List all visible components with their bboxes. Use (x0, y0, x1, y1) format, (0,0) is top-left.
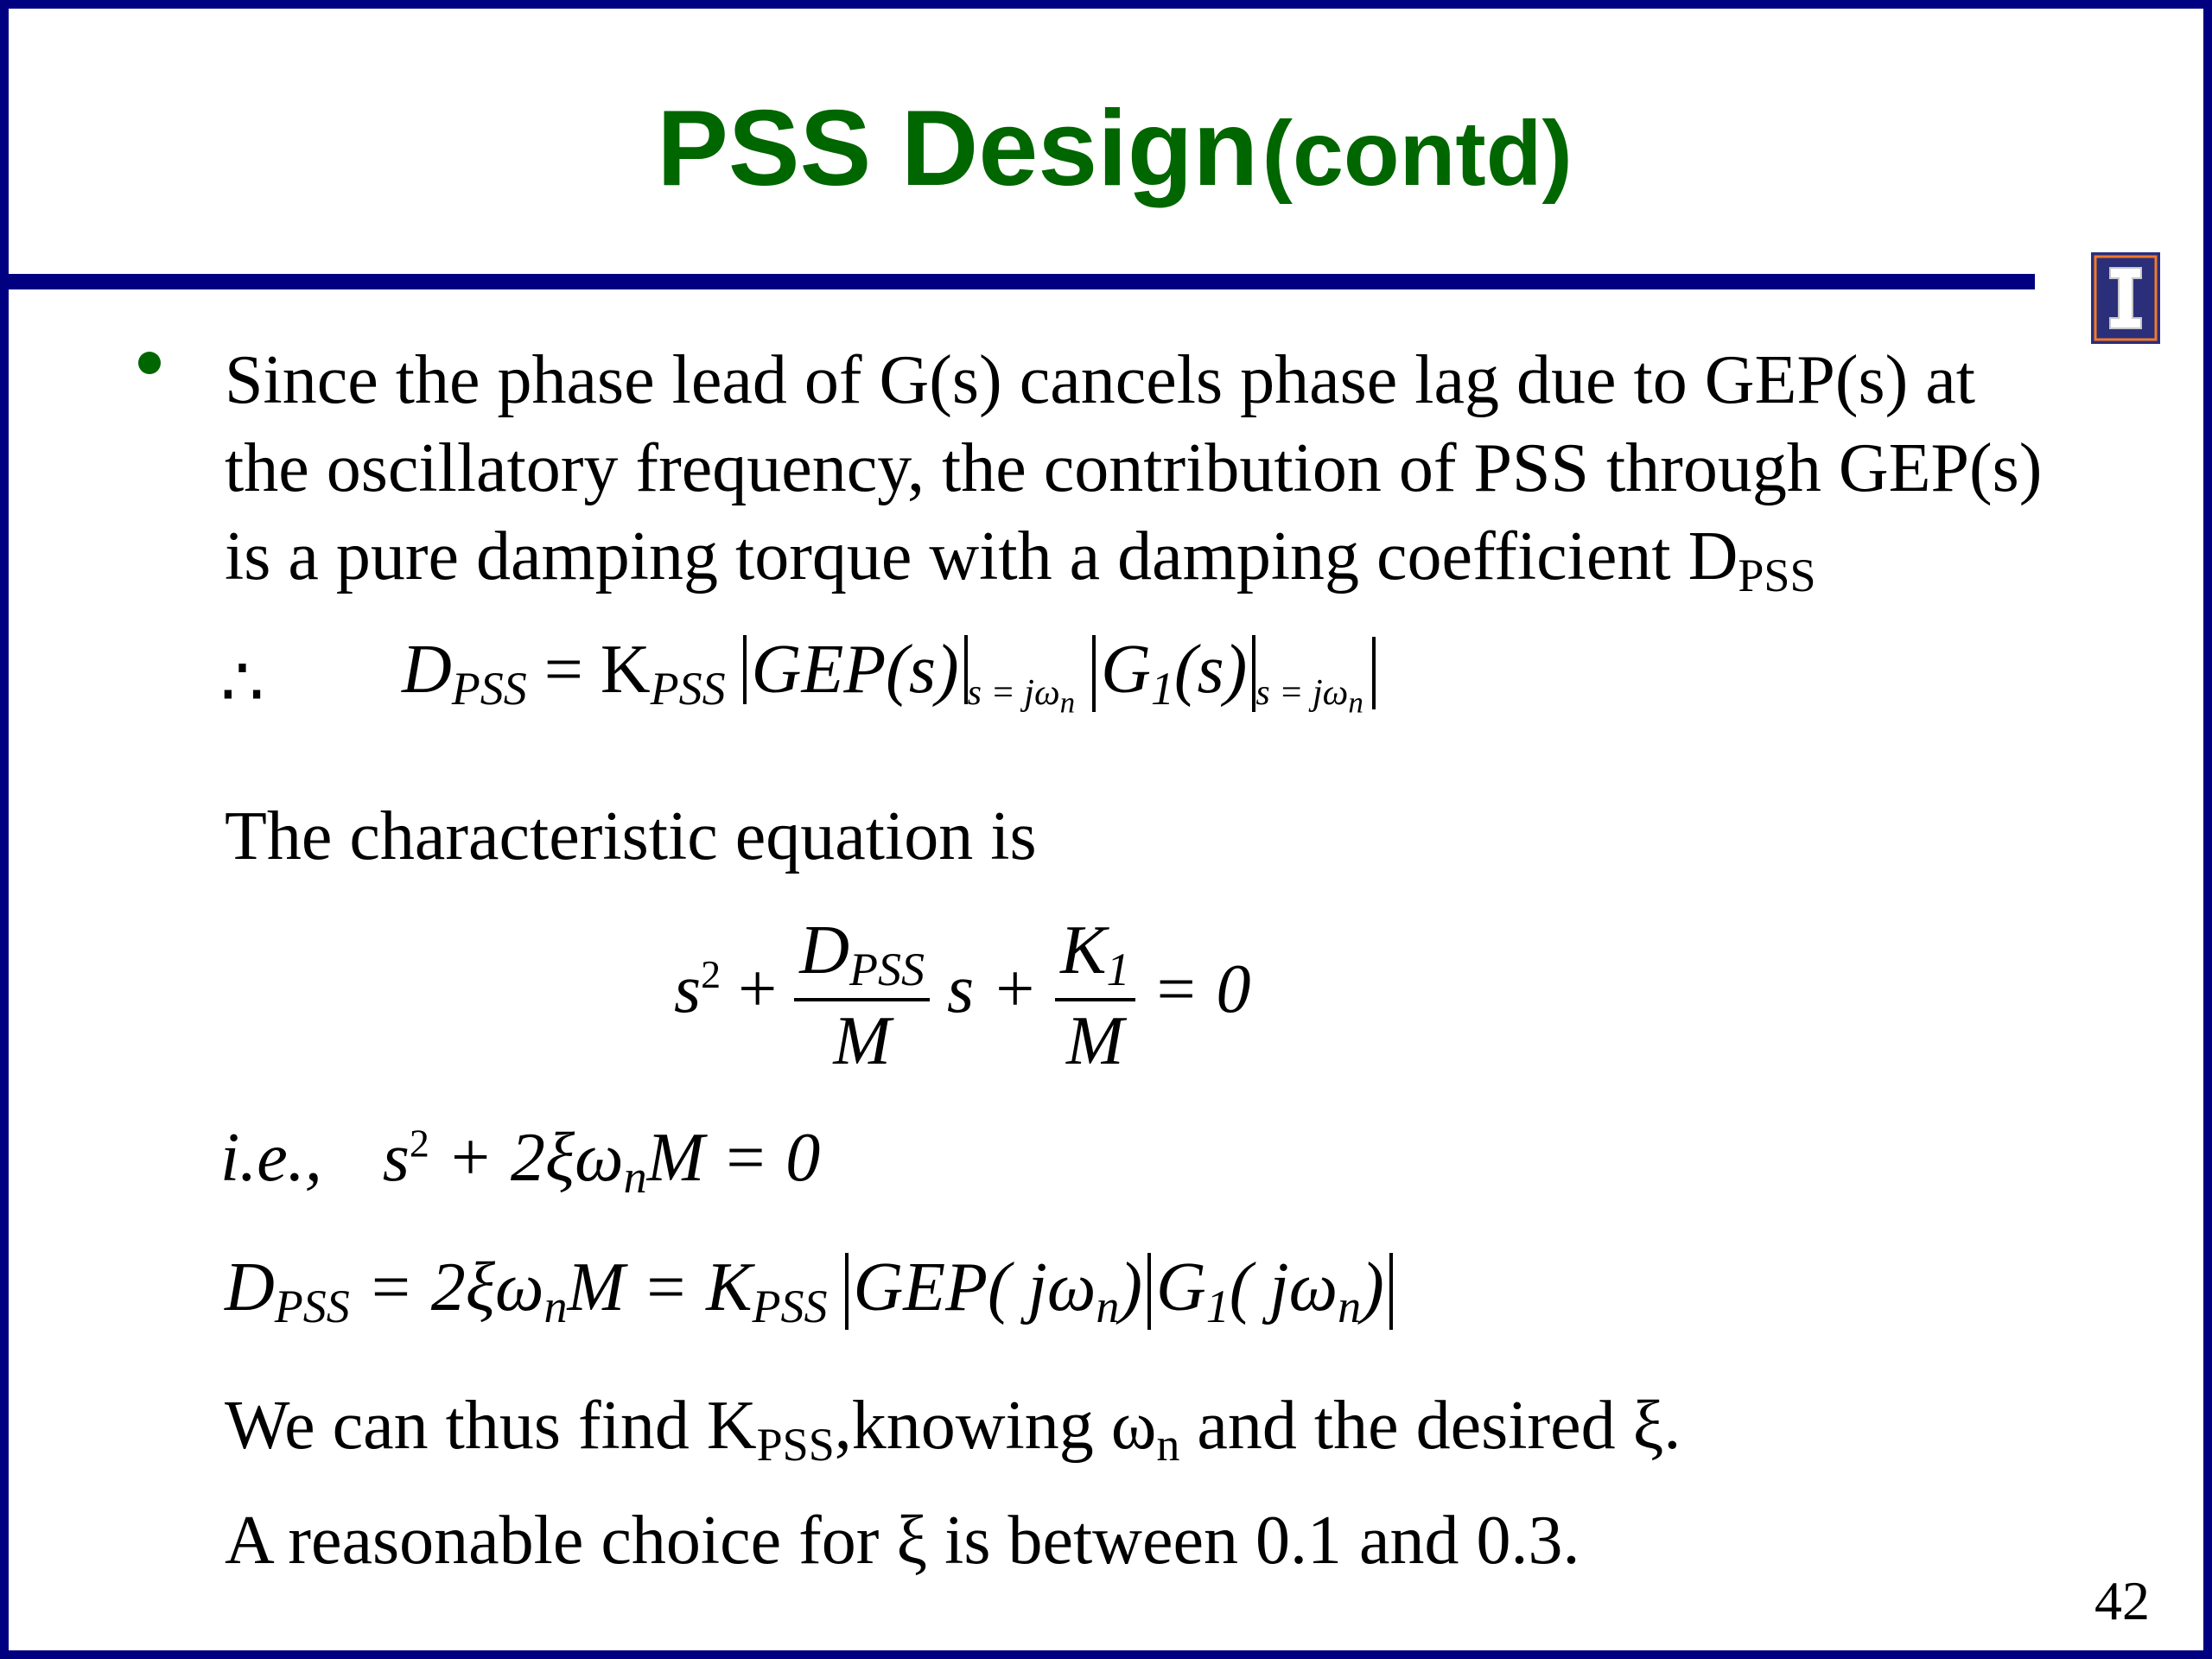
eq4-n: n (543, 1281, 568, 1332)
find-omega-n: n (1156, 1419, 1180, 1471)
bullet-line-2: the oscillatory frequency, the contribution of PSS through GEP(s) (225, 430, 2043, 506)
eq1-lhs: D (402, 632, 452, 708)
eq2-num2: K (1060, 912, 1107, 988)
line-find-kpss (225, 1388, 1681, 1471)
eq4-g1-arg: ( jω (1229, 1249, 1338, 1325)
bullet-line-3-sub: PSS (1738, 550, 1816, 601)
eq4-d: D (225, 1249, 275, 1325)
eq2-den2: M (1066, 1003, 1124, 1079)
eq4-gep-abs (845, 1249, 1152, 1332)
therefore-symbol: ∴ (220, 645, 264, 721)
eq1-g1: G (1101, 632, 1151, 708)
eq2-num1-sub: PSS (849, 944, 925, 995)
find-kpss-sub: PSS (756, 1419, 835, 1471)
find-text-b: ,knowing ω (834, 1388, 1157, 1464)
eq1-eval1-sub: n (1059, 685, 1076, 720)
page-number: 42 (2094, 1570, 2150, 1631)
bullet-line-1: Since the phase lead of G(s) cancels phase lag due to GEP(s) at (225, 342, 1975, 418)
characteristic-equation-label: The characteristic equation is (225, 798, 1037, 874)
eq1-gep: GEP(s) (751, 632, 959, 708)
eq2-den1: M (833, 1003, 891, 1079)
equation-dpss-definition (402, 632, 1376, 720)
eq4-g1-close: ) (1361, 1249, 1384, 1325)
equation-ie (220, 1120, 821, 1203)
eq1-gep-abs (743, 632, 968, 708)
characteristic-equation (674, 912, 1251, 1079)
eq2-num1: D (799, 912, 850, 988)
eq4-m: M = K (567, 1249, 753, 1325)
eq3-rest: M = 0 (646, 1120, 821, 1196)
equation-dpss-result (225, 1249, 1393, 1332)
bullet-line-3 (225, 518, 1816, 601)
eq1-eval1-text: s = jω (967, 673, 1060, 713)
eq1-eval2 (1255, 673, 1363, 720)
title-main: PSS Design (657, 89, 1259, 208)
eq2-s: s (674, 950, 702, 1027)
ie-label: i.e., (220, 1120, 322, 1196)
eq3-n: n (623, 1151, 647, 1203)
eq3-square: 2 (409, 1121, 429, 1166)
eq1-g1-bar (1101, 632, 1255, 715)
eq2-num2-sub: 1 (1106, 944, 1130, 995)
eq2-s-term: s + (947, 950, 1056, 1027)
university-logo-icon (2091, 252, 2160, 344)
slide-title (9, 89, 2212, 208)
bullet-line-3-text: is a pure damping torque with a damping coefficient D (225, 518, 1738, 594)
title-sub: (contd) (1262, 103, 1573, 205)
eq1-eval2-sub: n (1348, 685, 1363, 720)
eq3-middle: + 2ξω (429, 1120, 624, 1196)
eq4-gep-close: ) (1119, 1249, 1142, 1325)
eq1-g1-arg: (s) (1173, 632, 1248, 708)
eq3-s: s (382, 1120, 410, 1196)
eq1-g1-abs (1092, 632, 1255, 715)
eq1-close-bar (1372, 637, 1376, 709)
eq2-rhs: = 0 (1152, 950, 1251, 1027)
line-reasonable-choice: A reasonable choice for ξ is between 0.1 and 0.3. (225, 1503, 1580, 1579)
bullet-icon (138, 352, 161, 374)
eq2-frac-k1 (1055, 912, 1135, 1079)
eq4-g1-n: n (1338, 1281, 1362, 1332)
eq2-frac-dpss (794, 912, 930, 1079)
eq2-square: 2 (701, 952, 721, 997)
eq4-k-sub: PSS (752, 1281, 828, 1332)
eq1-eval2-text: s = jω (1255, 673, 1349, 713)
eq1-eq: = K (526, 632, 651, 708)
eq1-gep-bar (751, 632, 968, 708)
eq1-lhs-sub: PSS (451, 663, 527, 715)
eq4-gep: GEP( jω (853, 1249, 1096, 1325)
find-text-c: and the desired ξ. (1179, 1388, 1681, 1464)
eq2-plus: + (721, 950, 795, 1027)
eq4-mid: = 2ξω (349, 1249, 544, 1325)
eq1-eval1 (967, 673, 1076, 720)
eq1-g1-sub: 1 (1150, 663, 1174, 715)
title-divider (9, 274, 2035, 289)
eq4-g1-sub: 1 (1205, 1281, 1230, 1332)
eq1-k-sub: PSS (650, 663, 726, 715)
eq4-g1-abs (1151, 1249, 1393, 1332)
eq4-gep-n: n (1096, 1281, 1120, 1332)
eq4-g1: G (1156, 1249, 1206, 1325)
find-text-a: We can thus find K (225, 1388, 757, 1464)
eq4-d-sub: PSS (274, 1281, 350, 1332)
